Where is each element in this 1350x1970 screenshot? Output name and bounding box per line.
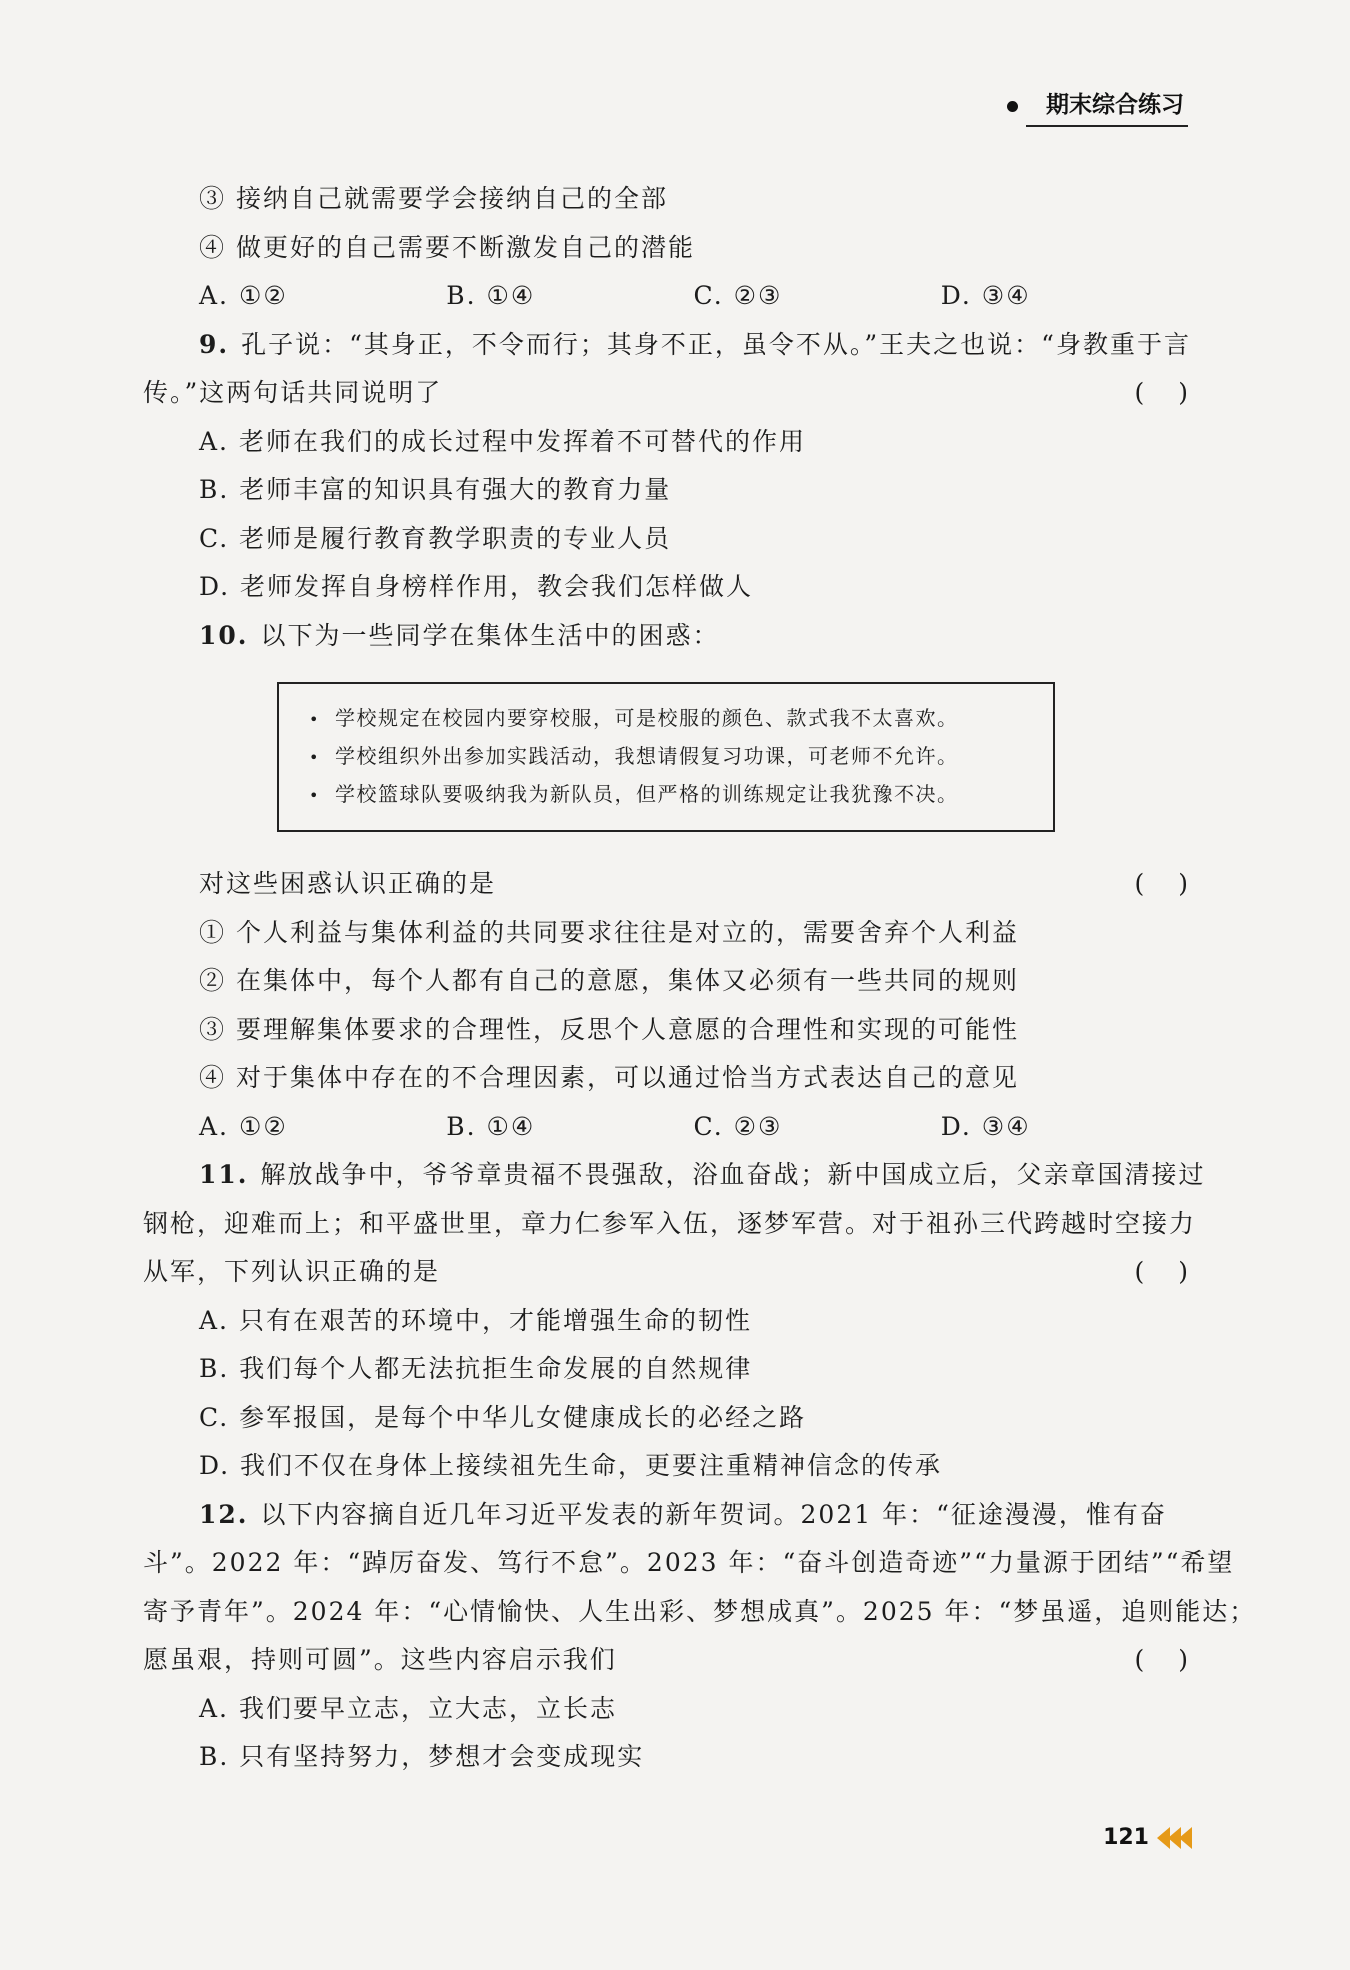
q10-statement-3: ③ 要理解集体要求的合理性，反思个人意愿的合理性和实现的可能性 bbox=[199, 1014, 1019, 1044]
q8-option-b[interactable]: B. ①④ bbox=[446, 281, 536, 310]
q10-option-d[interactable]: D. ③④ bbox=[940, 1111, 1031, 1141]
page-number: 121 bbox=[1103, 1825, 1149, 1850]
q9-option-c[interactable]: C. 老师是履行教育教学职责的专业人员 bbox=[199, 523, 672, 553]
q11-stem-text-3: 从军，下列认识正确的是 bbox=[143, 1257, 441, 1286]
q12-stem-line-2: 斗”。2022 年：“踔厉奋发、笃行不怠”。2023 年：“奋斗创造奇迹”“力量源于团结”“希望 bbox=[143, 1548, 1235, 1577]
q8-option-d[interactable]: D. ③④ bbox=[940, 281, 1031, 310]
q12-stem-line-1 bbox=[143, 1491, 1188, 1540]
q9-stem-text-1: 孔子说：“其身正，不令而行；其身不正，虽令不从。”王夫之也说：“身教重于言 bbox=[241, 329, 1191, 359]
q11-stem-text-1: 解放战争中，爷爷章贵福不畏强敌，浴血奋战；新中国成立后，父亲章国清接过 bbox=[260, 1160, 1206, 1189]
q12-bracket-right: ) bbox=[1178, 1645, 1188, 1674]
q10-option-c[interactable]: C. ②③ bbox=[693, 1111, 783, 1141]
q9-option-a[interactable]: A. 老师在我们的成长过程中发挥着不可替代的作用 bbox=[199, 426, 806, 456]
q10-intro-line bbox=[143, 612, 1188, 661]
q11-bracket-right: ) bbox=[1178, 1257, 1188, 1286]
bullet-icon: • bbox=[309, 748, 320, 767]
q10-option-a[interactable]: A. ①② bbox=[199, 1111, 288, 1141]
content bbox=[143, 175, 1257, 1782]
q11-number: 11. bbox=[199, 1160, 249, 1189]
q10-bracket-left: ( bbox=[1134, 869, 1145, 898]
q10-intro: 以下为一些同学在集体生活中的困惑： bbox=[260, 620, 720, 650]
q11-bracket-left: ( bbox=[1134, 1257, 1145, 1286]
bullet-icon: • bbox=[309, 786, 320, 805]
q10-option-b[interactable]: B. ①④ bbox=[446, 1111, 536, 1141]
q8-option-c[interactable]: C. ②③ bbox=[693, 281, 783, 310]
q9-number: 9. bbox=[199, 329, 230, 359]
q8-option-a[interactable]: A. ①② bbox=[199, 281, 288, 310]
q10-statement-2: ② 在集体中，每个人都有自己的意愿，集体又必须有一些共同的规则 bbox=[199, 966, 1019, 995]
q9-stem-text-2: 传。”这两句话共同说明了 bbox=[143, 378, 443, 407]
q11-answer-bracket[interactable] bbox=[1134, 1248, 1188, 1297]
q11-stem-line-2: 钢枪，迎难而上；和平盛世里，章力仁参军入伍，逐梦军营。对于祖孙三代跨越时空接力 bbox=[143, 1208, 1197, 1238]
q9-answer-bracket[interactable] bbox=[1134, 369, 1188, 418]
q8-options bbox=[143, 272, 1188, 321]
header-title: 期末综合练习 bbox=[1026, 86, 1188, 127]
q9-bracket-right: ) bbox=[1178, 378, 1188, 407]
q10-box-text-2: 学校组织外出参加实践活动，我想请假复习功课，可老师不允许。 bbox=[335, 744, 959, 768]
q12-stem-line-4 bbox=[143, 1636, 1188, 1685]
bullet-icon: • bbox=[309, 710, 320, 729]
q10-box-text-3: 学校篮球队要吸纳我为新队员，但严格的训练规定让我犹豫不决。 bbox=[335, 782, 959, 806]
q8-statement-4: ④ 做更好的自己需要不断激发自己的潜能 bbox=[199, 232, 695, 262]
q12-answer-bracket[interactable] bbox=[1134, 1636, 1188, 1685]
q10-bracket-right: ) bbox=[1178, 869, 1188, 898]
q12-option-a[interactable]: A. 我们要早立志，立大志，立长志 bbox=[199, 1693, 617, 1723]
q10-question-line bbox=[143, 860, 1188, 909]
q10-box-item-1 bbox=[309, 700, 1053, 738]
page-footer bbox=[1103, 1825, 1190, 1850]
q10-statement-4: ④ 对于集体中存在的不合理因素，可以通过恰当方式表达自己的意见 bbox=[199, 1063, 1019, 1092]
q12-stem-text-4: 愿虽艰，持则可圆”。这些内容启示我们 bbox=[143, 1645, 617, 1674]
q10-box-item-3 bbox=[309, 776, 1053, 814]
q9-stem-line-2 bbox=[143, 369, 1188, 418]
q10-question: 对这些困惑认识正确的是 bbox=[199, 869, 497, 898]
q11-option-c[interactable]: C. 参军报国，是每个中华儿女健康成长的必经之路 bbox=[199, 1402, 807, 1432]
q10-box-item-2 bbox=[309, 738, 1053, 776]
q12-bracket-left: ( bbox=[1134, 1645, 1145, 1674]
q8-statement-3: ③ 接纳自己就需要学会接纳自己的全部 bbox=[199, 184, 668, 213]
q12-stem-text-1: 以下内容摘自近几年习近平发表的新年贺词。2021 年：“征途漫漫，惟有奋 bbox=[260, 1499, 1167, 1529]
chevron-left-double-icon bbox=[1157, 1827, 1190, 1849]
q9-bracket-left: ( bbox=[1134, 378, 1145, 407]
running-header bbox=[1007, 86, 1188, 127]
q10-scenario-box bbox=[277, 682, 1055, 832]
q11-option-a[interactable]: A. 只有在艰苦的环境中，才能增强生命的韧性 bbox=[199, 1305, 752, 1335]
q12-option-b[interactable]: B. 只有坚持努力，梦想才会变成现实 bbox=[199, 1742, 645, 1771]
q10-answer-bracket[interactable] bbox=[1134, 860, 1188, 909]
q9-option-b[interactable]: B. 老师丰富的知识具有强大的教育力量 bbox=[199, 475, 672, 504]
header-dot-icon bbox=[1007, 101, 1018, 112]
q10-number: 10. bbox=[199, 620, 249, 650]
q9-option-d[interactable]: D. 老师发挥自身榜样作用，教会我们怎样做人 bbox=[199, 572, 754, 601]
q12-number: 12. bbox=[199, 1499, 249, 1529]
q9-stem-line-1 bbox=[143, 321, 1191, 370]
q12-stem-line-3: 寄予青年”。2024 年：“心情愉快、人生出彩、梦想成真”。2025 年：“梦虽遥，追则能达； bbox=[143, 1596, 1257, 1626]
q11-option-b[interactable]: B. 我们每个人都无法抗拒生命发展的自然规律 bbox=[199, 1354, 753, 1383]
q10-box-text-1: 学校规定在校园内要穿校服，可是校服的颜色、款式我不太喜欢。 bbox=[335, 706, 959, 730]
q11-stem-line-1 bbox=[143, 1151, 1206, 1200]
chevron-left-icon bbox=[1179, 1827, 1192, 1849]
q10-statement-1: ① 个人利益与集体利益的共同要求往往是对立的，需要舍弃个人利益 bbox=[199, 917, 1019, 947]
q11-option-d[interactable]: D. 我们不仅在身体上接续祖先生命，更要注重精神信念的传承 bbox=[199, 1451, 943, 1480]
q10-options bbox=[143, 1103, 1188, 1152]
q11-stem-line-3 bbox=[143, 1248, 1188, 1297]
